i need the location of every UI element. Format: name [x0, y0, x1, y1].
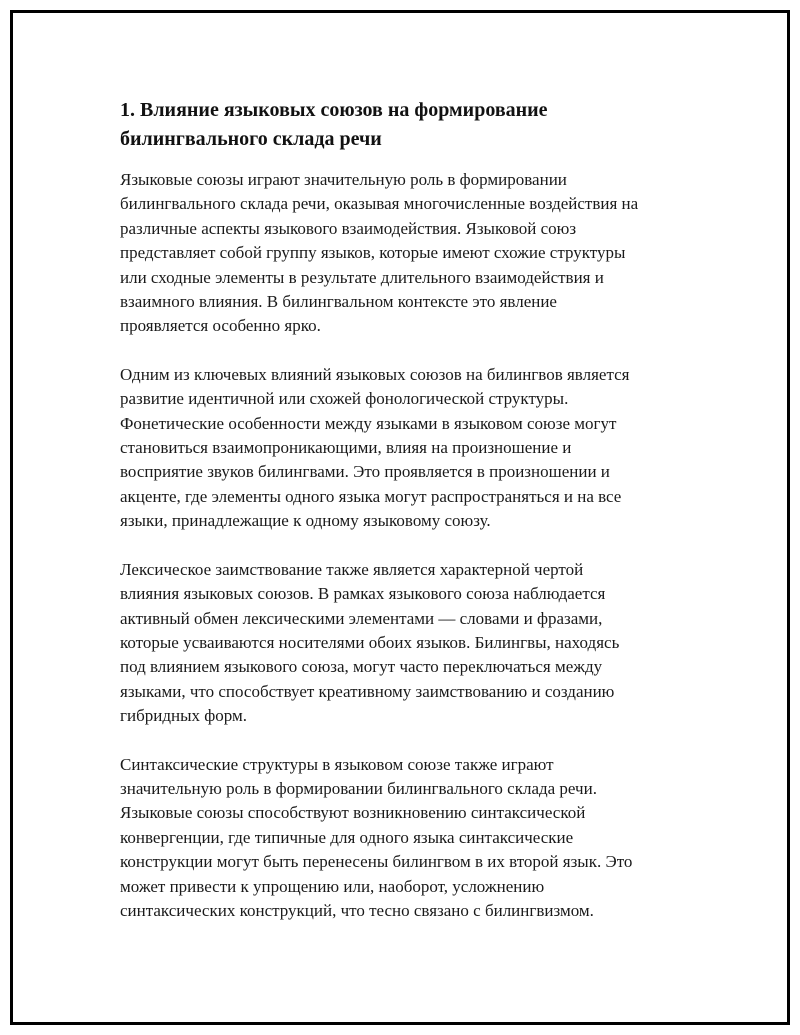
paragraph-line: Языковые союзы способствуют возникновению синтаксической	[120, 803, 586, 823]
paragraph-line: языки, принадлежащие к одному языковому союзу.	[120, 511, 491, 531]
paragraph-3	[120, 558, 700, 729]
paragraph-line: Синтаксические структуры в языковом союзе также играют	[120, 754, 554, 774]
paragraph-line: становиться взаимопроникающими, влияя на произношение и	[120, 438, 572, 458]
section-heading	[120, 96, 700, 154]
paragraph-line: проявляется особенно ярко.	[120, 316, 321, 336]
paragraph-line: взаимного влияния. В билингвальном контексте это явление	[120, 292, 557, 312]
paragraph-line: под влиянием языкового союза, могут часто переключаться между	[120, 657, 603, 677]
paragraph-2	[120, 363, 700, 534]
paragraph-line: Фонетические особенности между языками в языковом союзе могут	[120, 413, 617, 433]
paragraph-line: значительную роль в формировании билингвального склада речи.	[120, 778, 597, 798]
paragraph-line: или сходные элементы в результате длительного взаимодействия и	[120, 267, 604, 287]
paragraph-line: акценте, где элементы одного языка могут распространяться и на все	[120, 486, 622, 506]
paragraph-line: развитие идентичной или схожей фонологической структуры.	[120, 389, 569, 409]
paragraph-line: Лексическое заимствование также является характерной чертой	[120, 559, 584, 579]
paragraph-line: представляет собой группу языков, которые имеют схожие структуры	[120, 243, 626, 263]
paragraph-line: которые усваиваются носителями обоих языков. Билингвы, находясь	[120, 632, 620, 652]
paragraph-line: билингвального склада речи, оказывая многочисленные воздействия на	[120, 194, 639, 214]
document-content	[120, 96, 700, 947]
paragraph-1	[120, 168, 700, 339]
paragraph-line: Одним из ключевых влияний языковых союзов на билингвов является	[120, 364, 630, 384]
heading-line-2: билингвального склада речи	[120, 128, 382, 150]
paragraph-line: влияния языковых союзов. В рамках языкового союза наблюдается	[120, 584, 606, 604]
heading-line-1: 1. Влияние языковых союзов на формирование	[120, 99, 548, 121]
paragraph-4	[120, 753, 700, 924]
paragraph-line: может привести к упрощению или, наоборот, усложнению	[120, 876, 545, 896]
page-frame	[10, 10, 790, 1025]
paragraph-line: конструкции могут быть перенесены билингвом в их второй язык. Это	[120, 852, 633, 872]
paragraph-line: Языковые союзы играют значительную роль в формировании	[120, 170, 567, 189]
paragraph-line: гибридных форм.	[120, 706, 248, 726]
paragraph-line: конвергенции, где типичные для одного языка синтаксические	[120, 827, 574, 847]
paragraph-line: различные аспекты языкового взаимодействия. Языковой союз	[120, 218, 577, 238]
paragraph-line: активный обмен лексическими элементами — словами и фразами,	[120, 608, 603, 628]
paragraph-line: восприятие звуков билингвами. Это проявляется в произношении и	[120, 462, 610, 482]
paragraph-line: языками, что способствует креативному заимствованию и созданию	[120, 681, 615, 701]
paragraph-line: синтаксических конструкций, что тесно связано с билингвизмом.	[120, 900, 594, 920]
